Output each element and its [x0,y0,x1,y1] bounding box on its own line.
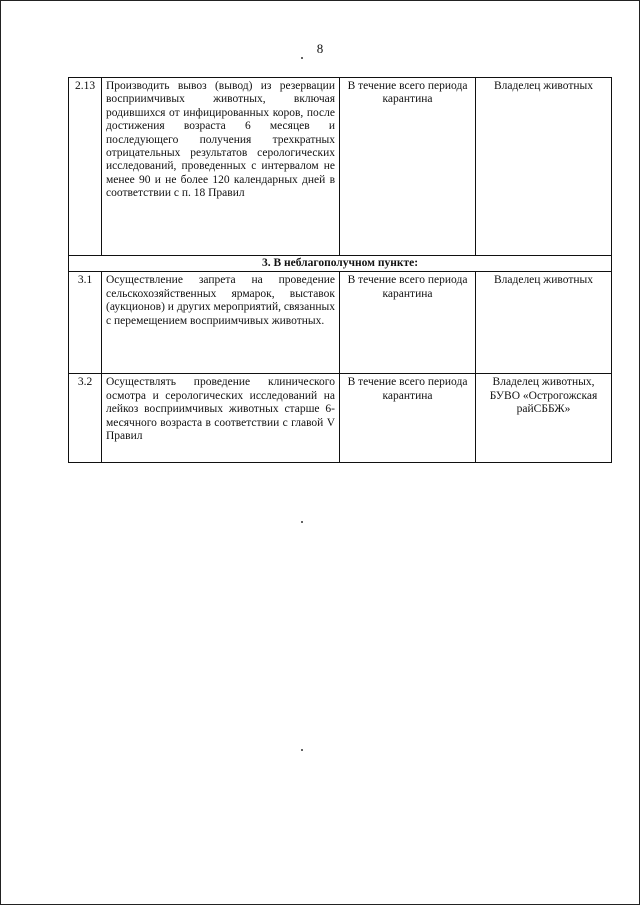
measures-table [68,77,612,463]
table-row [69,374,612,463]
row-term: В течение всего периода карантина [340,374,476,463]
row-number: 3.2 [69,374,102,463]
row-action: Осуществлять проведение клинического осмотра и серологических исследований на лейкоз восприимчивых животных старше 6-месячного возраста в соответствии с главой V Правил [102,374,340,463]
row-number: 2.13 [69,78,102,256]
row-responsible: Владелец животных, БУВО «Острогожская райСББЖ» [476,374,612,463]
table-row [69,78,612,256]
table-row [69,272,612,374]
row-number: 3.1 [69,272,102,374]
row-responsible: Владелец животных [476,272,612,374]
scan-speck [301,521,303,523]
row-responsible: Владелец животных [476,78,612,256]
page-number: 8 [316,41,324,56]
scan-speck [301,749,303,751]
scan-speck [301,57,303,59]
section-header-row [69,256,612,272]
row-term: В течение всего периода карантина [340,272,476,374]
section-title: 3. В неблагополучном пункте: [69,256,612,272]
row-action: Производить вывоз (вывод) из резервации восприимчивых животных, включая родившихся от инфицированных коров, после достижения возраста 6 месяцев и последующего получения трехкратных отрицательных результатов серологических исследований, проведенных с интервалом не менее 90 и не более 120 календарных дней в соответствии с п. 18 Правил [102,78,340,256]
row-action: Осуществление запрета на проведение сельскохозяйственных ярмарок, выставок (аукционов) и других мероприятий, связанных с перемещением восприимчивых животных. [102,272,340,374]
row-term: В течение всего периода карантина [340,78,476,256]
